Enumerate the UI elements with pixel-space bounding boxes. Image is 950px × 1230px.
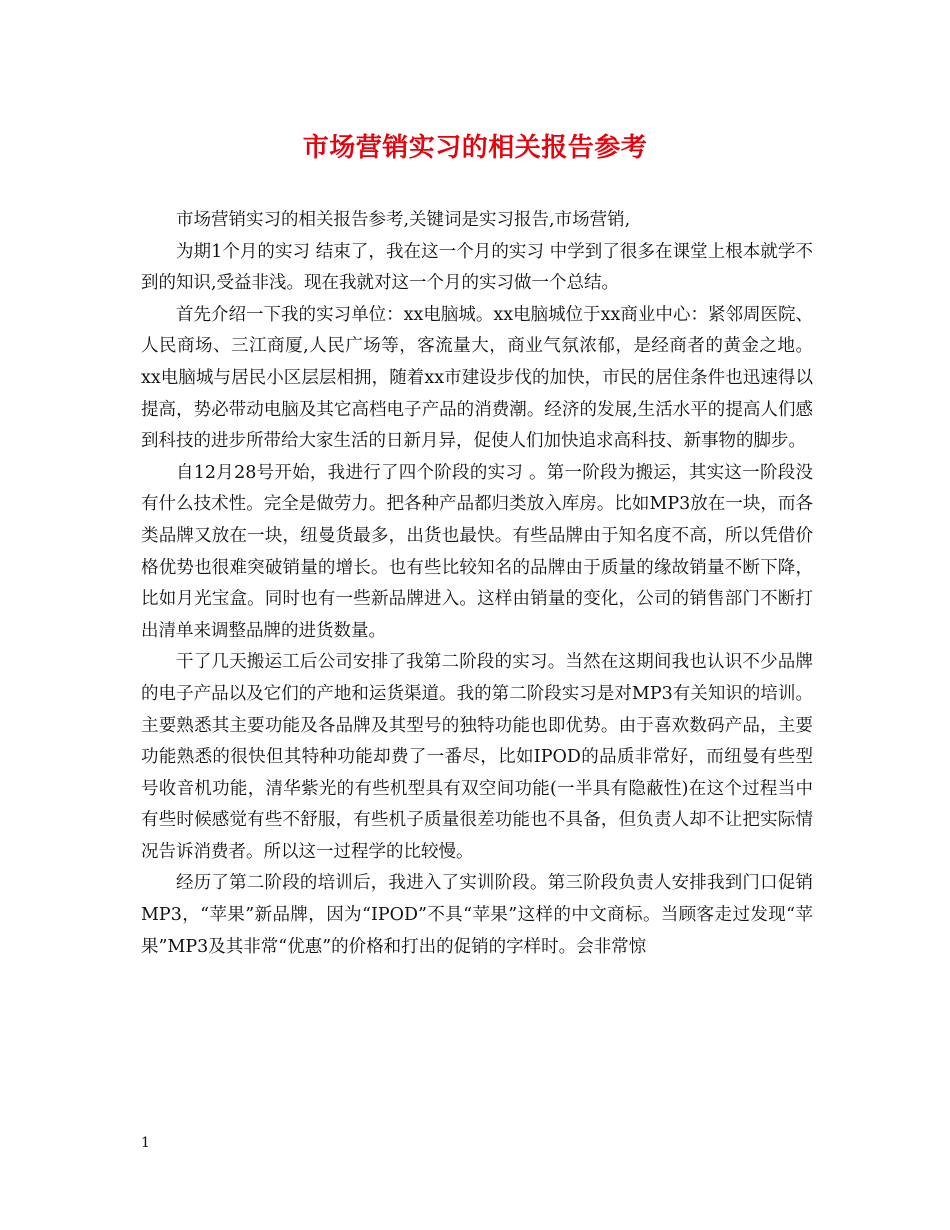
document-body [141,205,813,963]
paragraph-2: 为期1个月的实习 结束了，我在这一个月的实习 中学到了很多在课堂上根本就学不到的知识,受益非浅。现在我就对这一个月的实习做一个总结。 [141,241,813,294]
paragraph-1: 市场营销实习的相关报告参考,关键词是实习报告,市场营销, [176,210,631,230]
page-number: 1 [141,1135,150,1151]
document-title: 市场营销实习的相关报告参考 [302,133,648,163]
paragraph-6: 经历了第二阶段的培训后，我进入了实训阶段。第三阶段负责人安排我到门口促销MP3，“苹果”新品牌，因为“IPOD”不具“苹果”这样的中文商标。当顾客走过发现“苹果”MP3及其非常“优惠”的价格和打出的促销的字样时。会非常惊 [141,873,813,957]
paragraph-4: 自12月28号开始，我进行了四个阶段的实习 。第一阶段为搬运，其实这一阶段没有什么技术性。完全是做劳力。把各种产品都归类放入库房。比如MP3放在一块，而各类品牌又放在一块，纽曼货最多，出货也最快。有些品牌由于知名度不高，所以凭借价格优势也很难突破销量的增长。也有些比较知名的品牌由于质量的缘故销量不断下降，比如月光宝盒。同时也有一些新品牌进入。这样由销量的变化，公司的销售部门不断打出清单来调整品牌的进货数量。 [141,462,813,641]
paragraph-5: 干了几天搬运工后公司安排了我第二阶段的实习。当然在这期间我也认识不少品牌的电子产品以及它们的产地和运货渠道。我的第二阶段实习是对MP3有关知识的培训。主要熟悉其主要功能及各品牌及其型号的独特功能也即优势。由于喜欢数码产品，主要功能熟悉的很快但其特种功能却费了一番尽，比如IPOD的品质非常好，而纽曼有些型号收音机功能，清华紫光的有些机型具有双空间功能(一半具有隐蔽性)在这个过程当中有些时候感觉有些不舒服，有些机子质量很差功能也不具备，但负责人却不让把实际情况告诉消费者。所以这一过程学的比较慢。 [141,652,813,862]
paragraph-3: 首先介绍一下我的实习单位：xx电脑城。xx电脑城位于xx商业中心：紧邻周医院、人民商场、三江商厦,人民广场等，客流量大，商业气氛浓郁，是经商者的黄金之地。xx电脑城与居民小区层层相拥，随着xx市建设步伐的加快，市民的居住条件也迅速得以提高，势必带动电脑及其它高档电子产品的消费潮。经济的发展,生活水平的提高人们感到科技的进步所带给大家生活的日新月异，促使人们加快追求高科技、新事物的脚步。 [141,304,813,452]
